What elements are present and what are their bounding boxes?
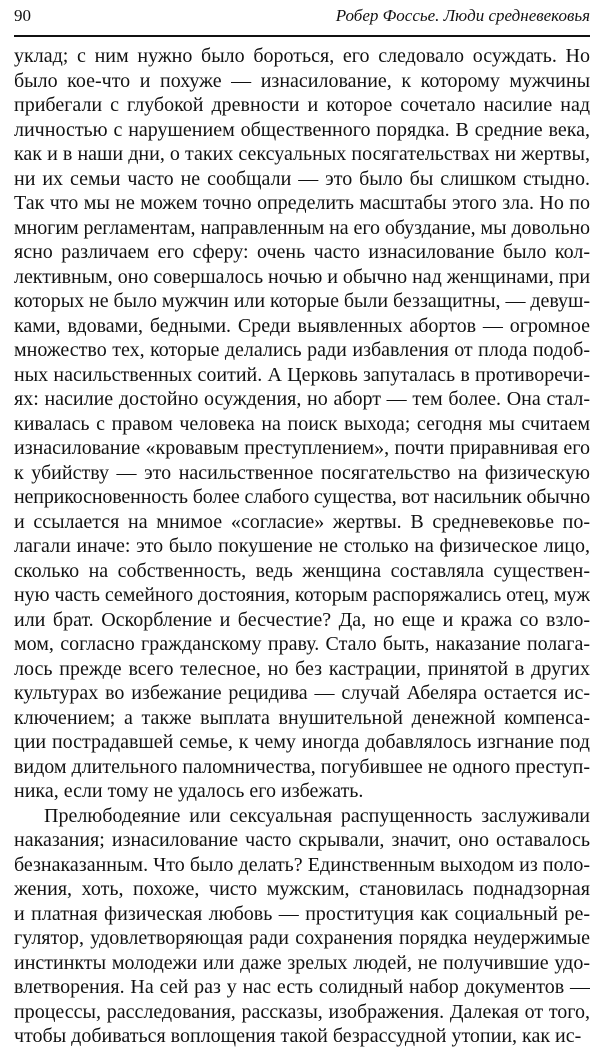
text-line: кивалась с правом человека на поиск выхода; сегодня мы считаем xyxy=(14,412,590,435)
text-line: гулятор, удовлетворяющая ради сохранения порядка неудержимые xyxy=(14,927,590,949)
text-line: ции пострадавшей семье, к чему иногда добавлялось изгнание под xyxy=(14,731,590,753)
text-line: жения, хоть, похоже, чисто мужским, становилась поднадзорная xyxy=(14,878,590,900)
paragraph xyxy=(14,804,590,1049)
text-line: изнасилование «кровавым преступлением», почти приравнивая его xyxy=(14,437,590,459)
text-line: культурах во избежание рецидива — случай Абеляра остается ис- xyxy=(14,682,590,704)
text-line: мом, согласно гражданскому праву. Стало быть, наказание полага- xyxy=(14,633,590,655)
text-line: было кое-что и похуже — изнасилование, к которому мужчины xyxy=(14,69,590,92)
text-line: и ссылается на мнимое «согласие» жертвы. В средневековье по- xyxy=(14,510,590,533)
text-line: и платная физическая любовь — проституция как социальный ре- xyxy=(14,902,590,925)
page-number: 90 xyxy=(14,6,31,25)
text-line: множество тех, которые делались ради избавления от плода подоб- xyxy=(14,339,590,361)
text-line: влетворения. На сей раз у нас есть солидный набор документов — xyxy=(14,976,590,998)
text-line: ни их семьи часто не сообщали — это было бы слишком стыдно. xyxy=(14,167,590,190)
text-line: лективным, оно совершалось ночью и обычно над женщинами, при xyxy=(14,265,590,288)
text-line: процессы, расследования, рассказы, изображения. Далекая от того, xyxy=(14,1000,590,1023)
text-line: ных насильственных соитий. А Церковь запуталась в противоречи- xyxy=(14,363,590,386)
text-line: личностью с нарушением общественного порядка. В средние века, xyxy=(14,118,590,141)
text-line: инстинкты молодежи или даже зрелых людей, не получившие удо- xyxy=(14,951,590,974)
text-line: как и в наши дни, о таких сексуальных посягательствах ни жертвы, xyxy=(14,143,590,165)
header-rule xyxy=(14,35,590,37)
text-line: наказания; изнасилование часто скрывали, значит, оно оставалось xyxy=(14,829,590,851)
page-header xyxy=(14,2,590,28)
text-line: прибегали с глубокой древности и которое сочетало насилие над xyxy=(14,94,590,116)
text-line: ях: насилие достойно осуждения, но аборт — тем более. Она стал- xyxy=(14,388,590,410)
text-line: Так что мы не можем точно определить масштабы этого зла. Но по xyxy=(14,192,590,214)
running-title: Робер Фоссье. Люди средневековья xyxy=(335,6,590,25)
text-line: чтобы добиваться воплощения такой безрассудной утопии, как ис- xyxy=(14,1025,582,1047)
text-line: ключением; а также выплата внушительной денежной компенса- xyxy=(14,706,590,729)
text-line: многим регламентам, направленным на его обуздание, мы довольно xyxy=(14,216,590,239)
text-line: видом длительного паломничества, погубившее не одного преступ- xyxy=(14,755,590,778)
text-line: которых не было мужчин или которые были беззащитны, — девуш- xyxy=(14,290,590,312)
text-line: уклад; с ним нужно было бороться, его следовало осуждать. Но xyxy=(14,45,590,67)
text-line: ками, вдовами, бедными. Среди выявленных абортов — огромное xyxy=(14,314,590,337)
text-line: ную часть семейного достояния, которым распоряжались отец, муж xyxy=(14,584,590,606)
text-line: сколько на собственность, ведь женщина составляла существен- xyxy=(14,559,590,582)
text-line: неприкосновенность более слабого существа, вот насильник обычно xyxy=(14,486,590,508)
text-line: или брат. Оскорбление и бесчестие? Да, но еще и кража со взло- xyxy=(14,608,590,631)
text-line: Прелюбодеяние или сексуальная распущенность заслуживали xyxy=(44,804,590,827)
text-line: к убийству — это насильственное посягательство на физическую xyxy=(14,461,590,484)
text-line: ясно различаем его сферу: очень часто изнасилование было кол- xyxy=(14,241,590,263)
text-line: лагали иначе: это было покушение не столько на физическое лицо, xyxy=(14,535,590,557)
text-line: лось прежде всего телесное, но без кастрации, принятой в других xyxy=(14,657,590,680)
body-text xyxy=(14,44,590,1049)
paragraph xyxy=(14,44,590,804)
text-line: безнаказанным. Что было делать? Единственным выходом из поло- xyxy=(14,853,590,876)
text-line: ника, если тому не удалось его избежать. xyxy=(14,780,364,802)
